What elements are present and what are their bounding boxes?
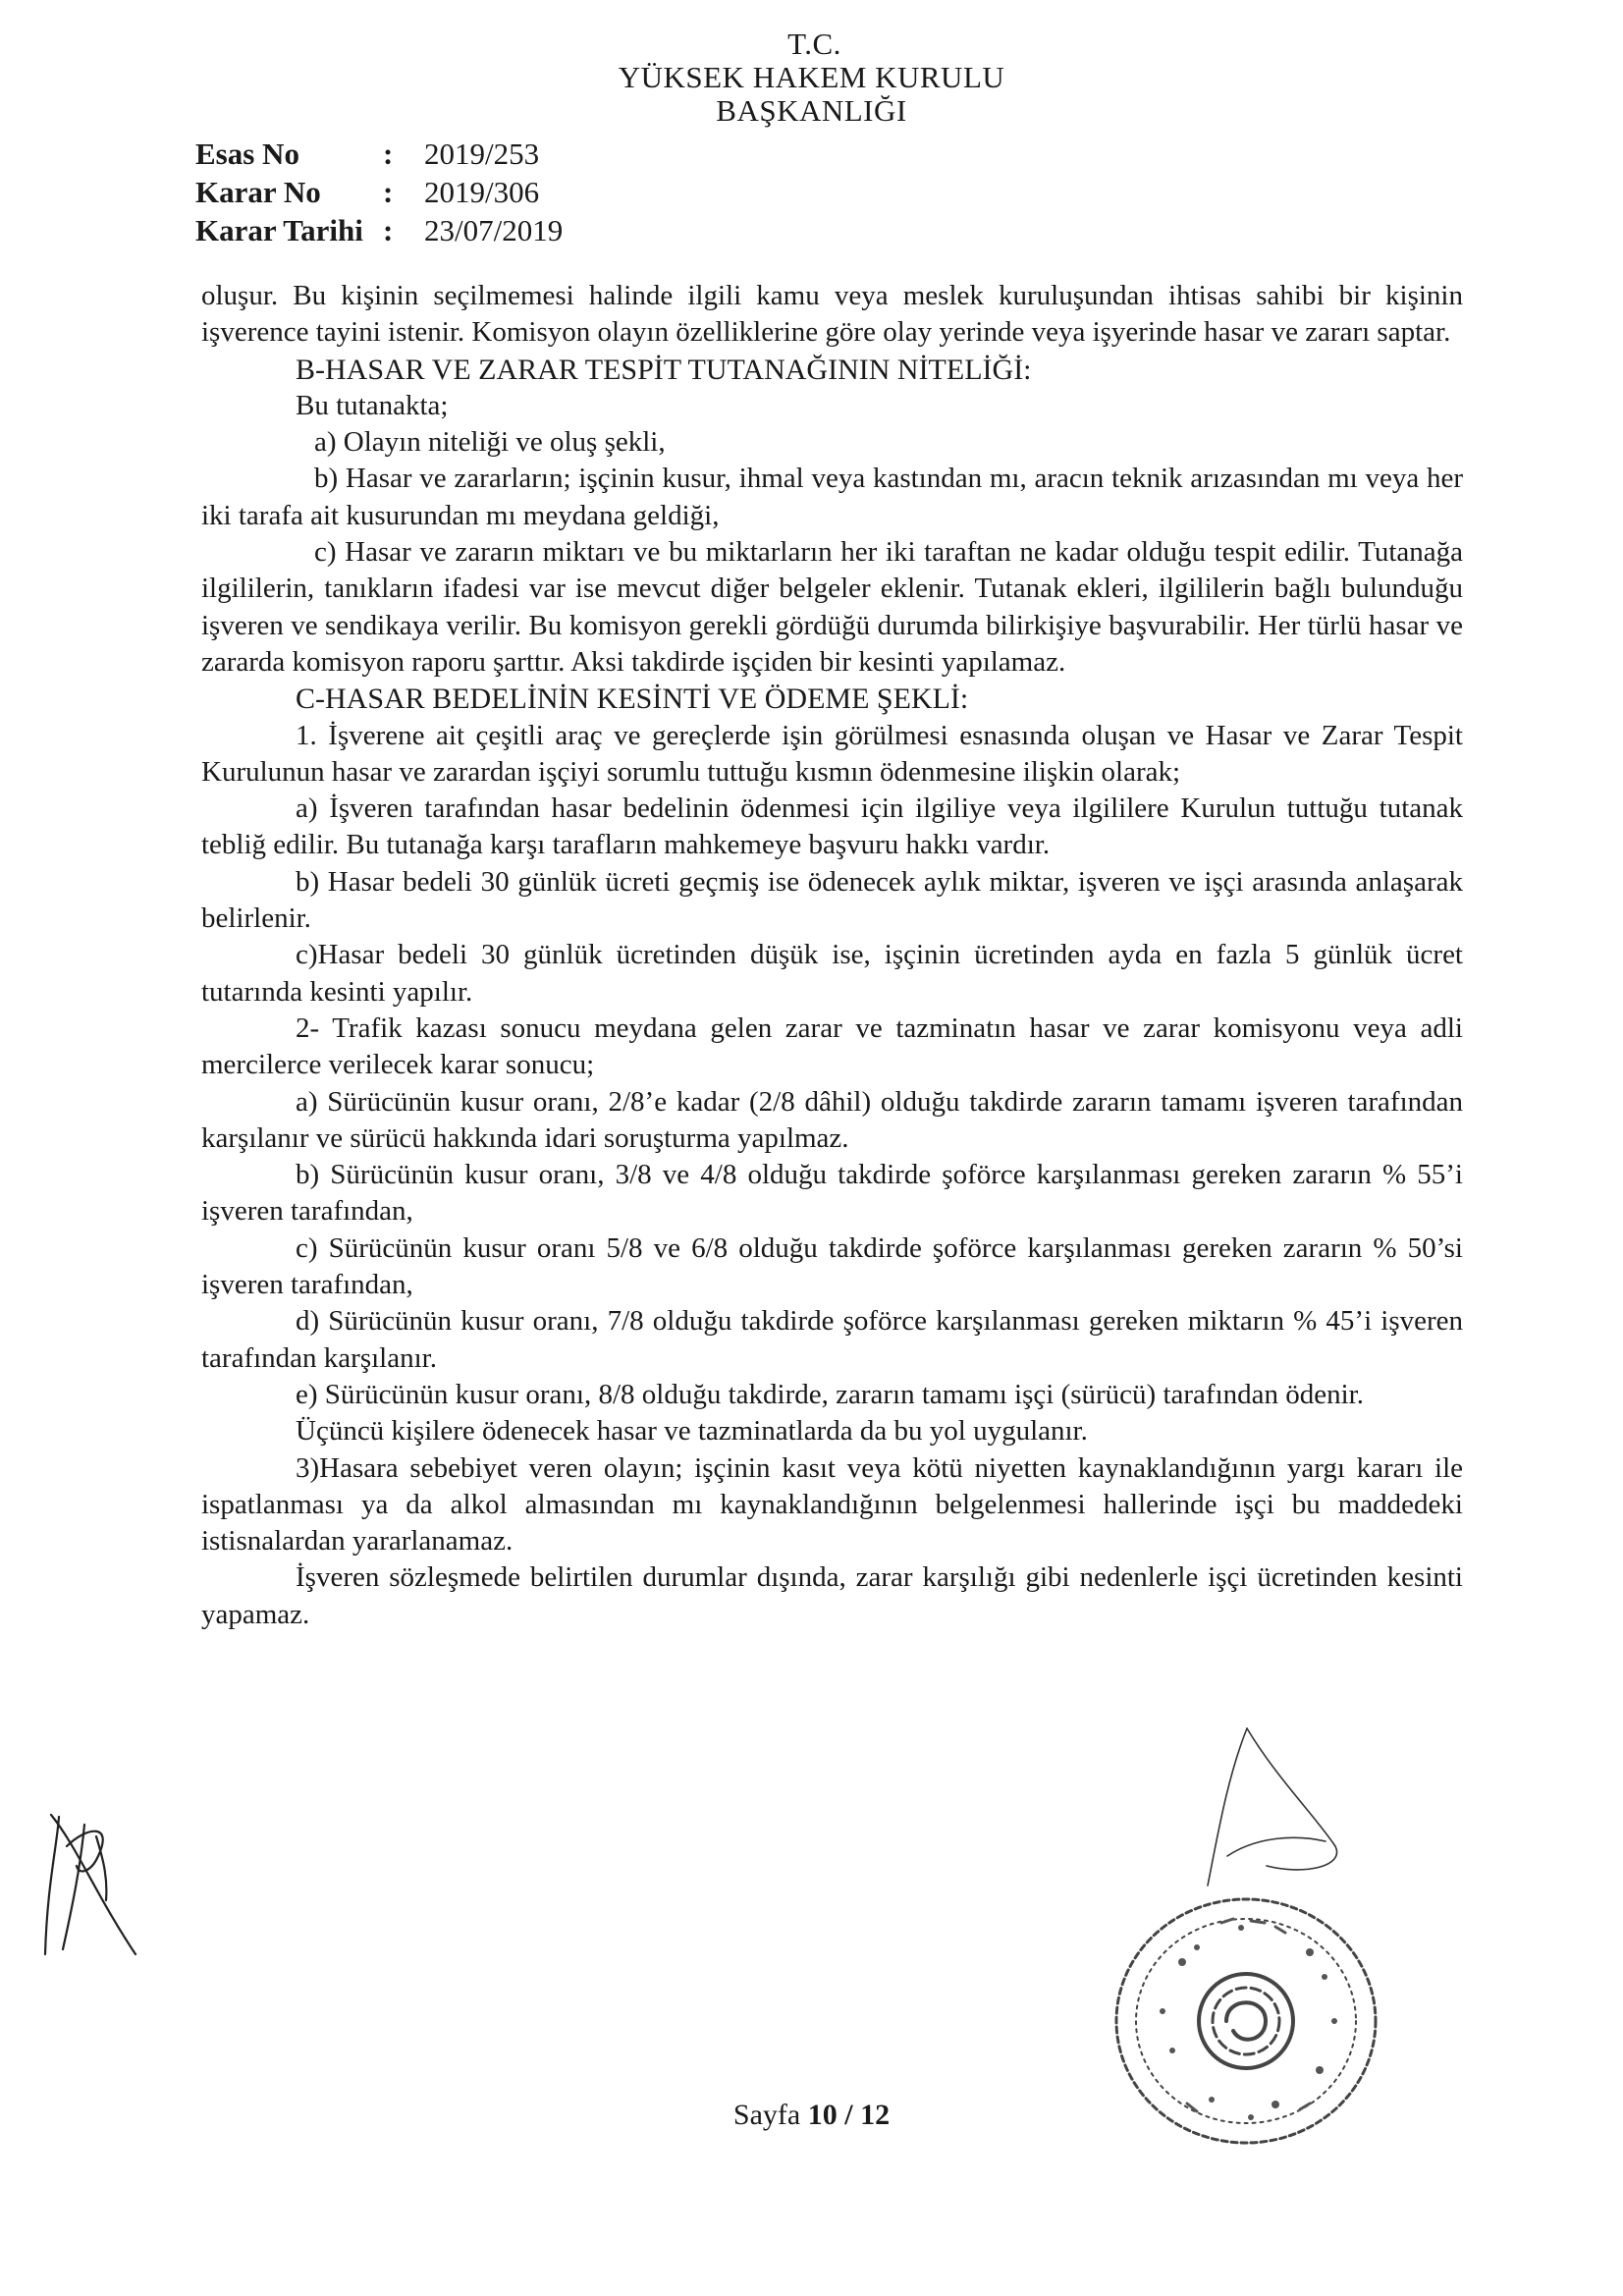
header-tc: T.C. (787, 27, 841, 61)
paragraph: a) Olayın niteliği ve oluş şekli, (314, 426, 666, 459)
paragraph: d) Sürücünün kusur oranı, 7/8 olduğu takdirde şoförce karşılanması gereken miktarın % 45’i işveren tarafından karşılanır. (201, 1305, 1463, 1374)
header-presidency: BAŞKANLIĞI (716, 93, 907, 128)
page-value: 10 / 12 (807, 2099, 891, 2131)
paragraph: Bu tutanakta; (296, 389, 449, 421)
header-institution: YÜKSEK HAKEM KURULU (618, 60, 1005, 94)
paragraph: oluşur. Bu kişinin seçilmemesi halinde ilgili kamu veya meslek kuruluşundan ihtisas sahibi bir kişinin işverence tayini istenir. Komisyon olayın özelliklerine göre olay yerinde veya işyerinde hasar ve zararı saptar. (201, 280, 1463, 349)
paragraph: 2- Trafik kazası sonucu meydana gelen zarar ve tazminatın hasar ve zarar komisyonu veya adli mercilerce verilecek karar sonucu; (201, 1011, 1463, 1081)
paragraph: c)Hasar bedeli 30 günlük ücretinden düşük ise, işçinin ücretinden ayda en fazla 5 günlük ücret tutarında kesinti yapılır. (201, 939, 1463, 1008)
meta-key: Karar No (195, 175, 321, 209)
handwritten-mark (1188, 1719, 1355, 1895)
document-body (201, 278, 1463, 1633)
paragraph: b) Sürücünün kusur oranı, 3/8 ve 4/8 olduğu takdirde şoförce karşılanması gereken zararın % 55’i işveren tarafından, (201, 1159, 1463, 1228)
section-heading-c: C-HASAR BEDELİNİN KESİNTİ VE ÖDEME ŞEKLİ: (296, 683, 969, 716)
paragraph: b) Hasar ve zararların; işçinin kusur, ihmal veya kastından mı, aracın teknik arızasından mı veya her iki tarafa ait kusurundan mı meydana geldiği, (201, 463, 1463, 531)
case-meta (195, 135, 563, 249)
meta-colon: : (383, 175, 394, 209)
paragraph: İşveren sözleşmede belirtilen durumlar dışında, zarar karşılığı gibi nedenlerle işçi ücretinden kesinti yapamaz. (201, 1561, 1463, 1630)
meta-key: Karar Tarihi (195, 213, 363, 247)
document-header (0, 27, 1623, 128)
page-label: Sayfa (732, 2099, 801, 2131)
paragraph: a) Sürücünün kusur oranı, 2/8’e kadar (2/8 dâhil) olduğu takdirde zararın tamamı işveren tarafından karşılanır ve sürücü hakkında idari soruşturma yapılmaz. (201, 1085, 1463, 1154)
section-heading-b: B-HASAR VE ZARAR TESPİT TUTANAĞININ NİTELİĞİ: (296, 353, 1032, 386)
meta-colon: : (383, 213, 394, 247)
paragraph: 3)Hasara sebebiyet veren olayın; işçinin kasıt veya kötü niyetten kaynaklandığının yargı kararı ile ispatlanması ya da alkol almasından mı kaynaklandığının belgelenmesi hallerinde işçi bu maddedeki istisnalardan yararlanamaz. (201, 1451, 1463, 1558)
meta-value: 2019/253 (424, 137, 540, 171)
meta-colon: : (383, 137, 394, 171)
meta-row-karar (195, 173, 563, 211)
paragraph: e) Sürücünün kusur oranı, 8/8 olduğu takdirde, zararın tamamı işçi (sürücü) tarafından ödenir. (296, 1378, 1364, 1410)
meta-row-tarih (195, 211, 563, 249)
paragraph: a) İşveren tarafından hasar bedelinin ödenmesi için ilgiliye veya ilgililere Kurulun tuttuğu tutanak tebliğ edilir. Bu tutanağa karşı tarafların mahkemeye başvuru hakkı vardır. (201, 793, 1463, 861)
paragraph: Üçüncü kişilere ödenecek hasar ve tazminatlarda da bu yol uygulanır. (296, 1415, 1088, 1448)
paragraph: 1. İşverene ait çeşitli araç ve gereçlerde işin görülmesi esnasında oluşan ve Hasar ve Zarar Tespit Kurulunun hasar ve zarardan işçiyi sorumlu tuttuğu kısmın ödenmesine ilişkin olarak; (201, 719, 1463, 788)
meta-value: 23/07/2019 (424, 213, 564, 247)
paragraph: c) Hasar ve zararın miktarı ve bu miktarların her iki taraftan ne kadar olduğu tespit edilir. Tutanağa ilgililerin, tanıkların ifadesi var ise mevcut diğer belgeler eklenir. Tutanak ekleri, ilgililerin bağlı bulunduğu işveren ve sendikaya verilir. Bu komisyon gerekli gördüğü durumda bilirkişiye başvurabilir. Her türlü hasar ve zararda komisyon raporu şarttır. Aksi takdirde işçiden bir kesinti yapılamaz. (201, 536, 1463, 678)
meta-row-esas (195, 135, 563, 173)
paragraph: c) Sürücünün kusur oranı 5/8 ve 6/8 olduğu takdirde şoförce karşılanması gereken zararın % 50’si işveren tarafından, (201, 1231, 1463, 1301)
paragraph: b) Hasar bedeli 30 günlük ücreti geçmiş ise ödenecek aylık miktar, işveren ve işçi arasında anlaşarak belirlenir. (201, 865, 1463, 935)
meta-value: 2019/306 (424, 175, 540, 209)
meta-key: Esas No (195, 137, 299, 171)
handwritten-signature (37, 1807, 145, 1974)
page-number (0, 2099, 1623, 2132)
